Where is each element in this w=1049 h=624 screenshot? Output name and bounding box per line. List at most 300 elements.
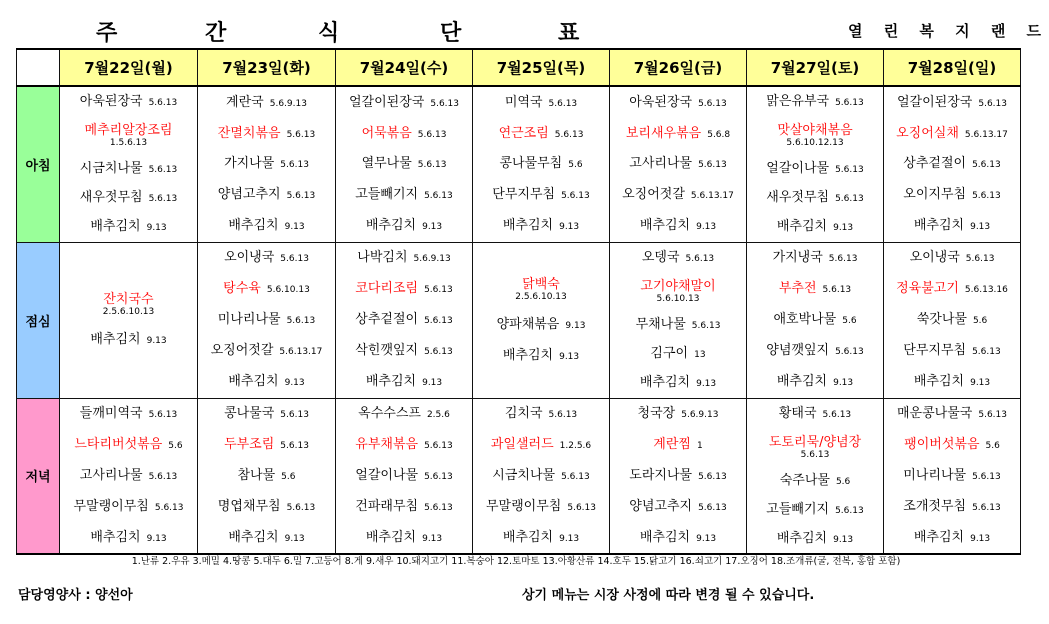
dish-name: 배추김치: [776, 219, 828, 234]
menu-item: [888, 467, 1016, 484]
dish-name: 배추김치: [639, 529, 691, 545]
menu-item: [614, 155, 742, 172]
allergen-codes: 5.6.13: [835, 346, 864, 357]
dish-name: 배추김치: [90, 332, 141, 347]
menu-item: [614, 217, 742, 234]
menu-item: [614, 345, 742, 362]
allergen-codes: 5.6: [168, 441, 183, 452]
menu-item-list: [198, 399, 335, 553]
allergen-codes: 5.6.13: [972, 346, 1001, 357]
dish-name: 배추김치: [639, 218, 691, 234]
menu-change-notice: 상기 메뉴는 시장 사정에 따라 변경 될 수 있습니다.: [522, 588, 815, 603]
allergen-codes: 9.13: [422, 533, 443, 544]
dish-name: 얼갈이나물: [766, 161, 830, 176]
menu-item: [64, 529, 193, 546]
dish-name: 나박김치: [357, 250, 408, 266]
allergen-codes: 9.13: [284, 222, 305, 233]
allergen-codes: 5.6.13: [685, 253, 715, 264]
allergen-codes: 5.6.13: [417, 160, 447, 171]
allergen-codes: 5.6.13: [424, 191, 453, 202]
dish-name: 오이지무침: [903, 187, 967, 203]
allergen-codes: 5.6.13: [567, 502, 596, 513]
menu-item: [888, 125, 1016, 142]
allergen-codes: 5.6.13: [691, 320, 721, 331]
meal-label: 점심: [17, 242, 60, 398]
menu-cell: [610, 242, 747, 398]
menu-item: [64, 160, 193, 177]
allergen-codes: 9.13: [696, 533, 717, 544]
dish-name: 양념고추지: [629, 498, 693, 514]
menu-item: [888, 280, 1016, 297]
dish-name: 오징어젓갈: [210, 342, 274, 358]
allergen-codes: 5.6.13: [280, 410, 309, 421]
menu-item: [64, 291, 193, 317]
menu-item: [614, 316, 742, 333]
menu-cell: [747, 86, 884, 242]
dish-name: 무말랭이무침: [73, 498, 149, 514]
title-char: 단: [440, 21, 462, 46]
dish-name: 배추김치: [365, 218, 417, 234]
menu-item: [340, 217, 468, 234]
dish-name: 단무지무침: [903, 342, 967, 358]
menu-item: [340, 342, 468, 359]
menu-item: [64, 189, 193, 206]
allergen-codes: 9.13: [696, 222, 717, 233]
dish-name: 얼갈이된장국: [349, 94, 425, 110]
dish-name: 오이냉국: [909, 250, 960, 266]
organization-name: 열 린 복 지 랜 드: [848, 22, 1049, 40]
menu-item: [340, 280, 468, 297]
dish-name: 얼갈이나물: [355, 467, 419, 483]
allergen-codes: 5.6.13: [430, 98, 459, 109]
menu-cell: [473, 86, 610, 242]
menu-item: [64, 467, 193, 484]
allergen-codes: 5.6.13: [424, 471, 453, 482]
dish-name: 미나리나물: [217, 311, 281, 327]
dish-name: 무말랭이무침: [486, 498, 562, 514]
title-char: 간: [205, 21, 227, 46]
dish-name: 배추김치: [90, 529, 141, 545]
dish-name: 참나물: [237, 467, 276, 483]
dish-name: 부추전: [778, 281, 817, 297]
dish-name: 아욱된장국: [629, 94, 693, 110]
meal-row: [17, 86, 1021, 242]
menu-item: [340, 436, 468, 453]
dish-name: 맛살야채볶음: [777, 123, 853, 138]
menu-item: [64, 218, 193, 235]
menu-item: [888, 249, 1016, 266]
menu-item: [751, 501, 879, 518]
dish-name: 미나리나물: [903, 467, 967, 483]
dish-name: 상추겉절이: [903, 156, 967, 172]
menu-item: [477, 276, 605, 302]
allergen-codes: 1.2.5.6: [559, 441, 592, 452]
dish-name: 오뎅국: [641, 249, 680, 265]
allergen-codes: 5.6.13: [424, 441, 453, 452]
menu-item: [751, 249, 879, 266]
menu-item: [340, 373, 468, 390]
menu-cell: [610, 86, 747, 242]
dish-name: 김구이: [650, 345, 689, 361]
allergen-codes: 9.13: [559, 351, 580, 362]
menu-item: [751, 218, 879, 235]
allergen-codes: 9.13: [970, 222, 991, 233]
menu-item: [614, 405, 742, 422]
allergen-codes: 5.6.13: [148, 471, 178, 482]
dish-name: 배추김치: [228, 529, 279, 545]
menu-item: [477, 316, 605, 333]
menu-item: [340, 125, 468, 142]
menu-item: [888, 94, 1016, 111]
allergen-codes: 5.6.13: [978, 98, 1007, 109]
meal-label: 아침: [17, 86, 60, 242]
day-header: 7월27일(토): [747, 49, 884, 86]
dish-name: 느타리버섯볶음: [74, 437, 163, 453]
allergen-codes: 5.6.13: [835, 505, 864, 516]
menu-item: [888, 186, 1016, 203]
allergen-codes: 5.6.10.13: [266, 285, 310, 296]
allergen-codes: 5.6.13: [561, 191, 590, 202]
dish-name: 메추리알장조림: [84, 123, 173, 138]
day-header: 7월24일(수): [336, 49, 473, 86]
allergen-codes: 5.6.13: [698, 160, 727, 171]
dish-name: 배추김치: [365, 373, 417, 389]
menu-item: [751, 472, 879, 489]
allergen-codes: 5.6: [281, 471, 296, 482]
dish-name: 양파채볶음: [496, 316, 560, 332]
menu-item: [202, 280, 331, 297]
dish-name: 매운콩나물국: [897, 406, 973, 422]
dish-name: 쑥갓나물: [916, 311, 967, 327]
dish-name: 양념고추지: [217, 187, 281, 203]
dish-name: 연근조림: [498, 125, 549, 141]
menu-cell: [473, 398, 610, 554]
allergen-codes: 9.13: [146, 336, 167, 346]
meal-row: [17, 398, 1021, 554]
allergen-codes: 5.6.13: [280, 441, 309, 452]
allergen-codes: 5.6.13: [835, 194, 864, 204]
allergen-codes: 5.6.13: [561, 471, 590, 482]
dish-name: 열무나물: [361, 156, 412, 172]
menu-item: [477, 405, 605, 422]
allergen-codes: 5.6: [835, 476, 851, 487]
dish-name: 코다리조림: [355, 281, 419, 297]
menu-item: [614, 436, 742, 453]
allergen-codes: 5.6.13: [822, 409, 852, 420]
menu-item: [751, 373, 879, 390]
dish-name: 무채나물: [635, 316, 686, 332]
menu-cell: [473, 242, 610, 398]
menu-item: [614, 125, 742, 142]
allergen-codes: 5.6.13: [148, 410, 178, 421]
menu-item: [888, 155, 1016, 172]
menu-item: [614, 467, 742, 484]
dish-name: 잔멸치볶음: [217, 125, 281, 141]
dish-name: 건파래무침: [355, 498, 419, 514]
menu-item: [340, 311, 468, 328]
day-header-row: [17, 49, 1021, 86]
allergen-codes: 5.6.8: [707, 129, 731, 140]
meal-label: 저녁: [17, 398, 60, 554]
allergen-codes: 5.6.13: [148, 165, 178, 175]
allergen-codes: 5.6.13: [286, 502, 316, 513]
allergen-codes: 5.6.9.13: [413, 254, 451, 265]
menu-item: [64, 498, 193, 515]
menu-item-list: [198, 87, 335, 241]
menu-item: [751, 311, 879, 328]
allergen-codes: 9.13: [970, 533, 991, 544]
dish-name: 배추김치: [639, 374, 691, 390]
dish-name: 어묵볶음: [361, 125, 412, 141]
dish-name: 도토리묵/양념장: [768, 434, 862, 450]
menu-item: [202, 405, 331, 422]
dish-name: 탕수육: [223, 281, 261, 297]
menu-cell: [884, 242, 1021, 398]
allergen-codes: 5.6.13: [548, 98, 578, 109]
dish-name: 새우젓무침: [766, 190, 830, 205]
menu-item: [614, 278, 742, 304]
dish-name: 배추김치: [228, 218, 279, 234]
allergen-codes: 1.5.6.13: [109, 138, 148, 148]
allergen-codes: 5.6.13: [424, 346, 453, 357]
menu-item: [64, 122, 193, 148]
dish-name: 청국장: [637, 406, 676, 422]
allergen-codes: 5.6.13: [280, 254, 309, 265]
allergen-codes: 9.13: [833, 223, 854, 233]
dish-name: 가지냉국: [772, 250, 823, 266]
menu-item: [751, 434, 879, 460]
dish-name: 두부조림: [224, 437, 275, 453]
menu-item: [202, 249, 331, 266]
page-title: [0, 16, 760, 46]
allergen-codes: 2.5.6: [426, 410, 450, 421]
menu-cell: [60, 86, 198, 242]
menu-item: [202, 217, 331, 234]
menu-item: [202, 155, 331, 172]
menu-item: [202, 342, 331, 359]
menu-item: [888, 405, 1016, 422]
dish-name: 양념깻잎지: [766, 342, 830, 358]
dish-name: 새우젓무침: [79, 190, 143, 205]
menu-item: [477, 125, 605, 142]
menu-item-list: [747, 399, 883, 553]
menu-item: [64, 331, 193, 348]
menu-item: [751, 280, 879, 297]
corner-cell: [17, 49, 60, 86]
allergen-codes: 9.13: [696, 378, 717, 389]
allergen-codes: 5.6.13.17: [279, 346, 323, 357]
menu-cell: [198, 398, 336, 554]
dish-name: 배추김치: [502, 529, 554, 545]
menu-item: [751, 189, 879, 206]
menu-item: [202, 436, 331, 453]
dish-name: 맑은유부국: [766, 94, 830, 109]
allergen-codes: 5.6.13: [280, 160, 309, 171]
allergen-codes: 9.13: [559, 222, 580, 233]
menu-item: [477, 94, 605, 111]
dish-name: 배추김치: [776, 530, 828, 546]
dish-name: 콩나물국: [224, 406, 275, 422]
allergen-codes: 5.6.13: [554, 129, 584, 140]
menu-item: [751, 342, 879, 359]
allergen-codes: 1: [696, 441, 703, 452]
menu-item: [64, 405, 193, 422]
dish-name: 삭힌깻잎지: [355, 342, 419, 358]
menu-item: [202, 373, 331, 390]
day-header: 7월25일(목): [473, 49, 610, 86]
dish-name: 정육불고기: [896, 281, 959, 297]
menu-item: [614, 374, 742, 391]
dish-name: 콩나물무침: [499, 156, 563, 172]
menu-item: [888, 436, 1016, 453]
day-header: 7월22일(월): [60, 49, 198, 86]
allergen-codes: 9.13: [284, 533, 305, 544]
menu-item-list: [747, 87, 883, 241]
allergen-codes: 5.6.13.16: [964, 285, 1008, 296]
menu-item: [202, 94, 331, 111]
dish-name: 계란국: [226, 94, 264, 110]
menu-item: [64, 93, 193, 110]
menu-item-list: [198, 243, 335, 397]
menu-item-list: [473, 399, 609, 553]
allergen-codes: 5.6.13: [965, 254, 995, 265]
menu-item: [477, 498, 605, 515]
allergen-codes: 5.6.13: [972, 471, 1001, 482]
menu-item: [202, 498, 331, 515]
menu-item-list: [60, 399, 197, 553]
menu-item: [202, 125, 331, 142]
dish-name: 고사리나물: [79, 467, 143, 483]
dish-name: 보리새우볶음: [625, 125, 702, 141]
allergen-codes: 5.6.13: [148, 98, 178, 108]
allergen-codes: 9.13: [284, 377, 305, 388]
dish-name: 들깨미역국: [79, 406, 143, 422]
dish-name: 고사리나물: [629, 156, 693, 172]
dish-name: 배추김치: [90, 219, 141, 234]
dish-name: 배추김치: [913, 529, 965, 545]
menu-item-list: [60, 87, 197, 241]
dish-name: 배추김치: [365, 529, 417, 545]
day-header: 7월26일(금): [610, 49, 747, 86]
menu-item: [614, 529, 742, 546]
menu-item-list: [610, 87, 746, 241]
menu-item: [340, 467, 468, 484]
menu-item: [751, 160, 879, 177]
allergen-codes: 9.13: [833, 534, 854, 545]
allergen-codes: 9.13: [559, 533, 580, 544]
menu-cell: [747, 242, 884, 398]
menu-item-list: [610, 243, 746, 397]
dish-name: 명엽채무침: [217, 498, 281, 514]
allergen-codes: 5.6: [985, 441, 1000, 452]
dish-name: 과일샐러드: [490, 437, 554, 453]
dish-name: 아욱된장국: [79, 94, 143, 109]
day-header: 7월23일(화): [198, 49, 336, 86]
allergen-codes: 5.6.9.13: [681, 410, 719, 421]
menu-item: [751, 530, 879, 547]
menu-cell: [884, 86, 1021, 242]
menu-item: [477, 155, 605, 172]
menu-item-list: [747, 243, 883, 397]
menu-cell: [60, 398, 198, 554]
dish-name: 오징어젓갈: [622, 187, 685, 203]
allergen-codes: 13: [694, 349, 706, 360]
menu-item: [614, 94, 742, 111]
allergen-codes: 5.6.13: [698, 98, 727, 109]
menu-item-list: [336, 243, 472, 397]
allergen-codes: 9.13: [422, 222, 443, 233]
allergen-codes: 5.6.13.17: [690, 191, 734, 202]
title-char: 주: [96, 21, 118, 46]
allergen-codes: 5.6.13: [698, 502, 727, 513]
menu-item-list: [610, 399, 746, 553]
menu-item: [888, 373, 1016, 390]
dish-name: 잔치국수: [103, 292, 154, 307]
title-char: 표: [558, 21, 580, 46]
weekly-menu-table: [16, 48, 1021, 555]
dish-name: 시금치나물: [79, 161, 143, 176]
menu-item: [614, 249, 742, 266]
dish-name: 고들빼기지: [766, 501, 830, 517]
dish-name: 배추김치: [228, 373, 279, 389]
dish-name: 배추김치: [913, 218, 965, 234]
menu-item: [477, 529, 605, 546]
allergen-codes: 5.6.13: [424, 502, 453, 513]
menu-cell: [884, 398, 1021, 554]
dish-name: 황태국: [778, 405, 817, 421]
allergen-codes: 5.6.13: [835, 165, 864, 175]
menu-item: [340, 94, 468, 111]
allergen-codes: 5.6.13: [698, 471, 727, 482]
menu-item: [477, 436, 605, 453]
dish-name: 팽이버섯볶음: [904, 437, 980, 453]
allergen-codes: 5.6.13: [286, 191, 316, 202]
allergen-codes: 5.6.13: [548, 410, 578, 421]
dish-name: 배추김치: [502, 218, 554, 234]
menu-item: [477, 347, 605, 364]
menu-item: [888, 498, 1016, 515]
dish-name: 옥수수스프: [358, 406, 421, 422]
menu-cell: [747, 398, 884, 554]
allergen-codes: 9.13: [146, 533, 167, 544]
menu-item: [340, 249, 468, 266]
allergen-codes: 2.5.6.10.13: [102, 307, 155, 317]
allergen-codes: 5.6.13: [972, 191, 1001, 202]
allergen-codes: 2.5.6.10.13: [515, 291, 567, 302]
dish-name: 배추김치: [913, 373, 965, 389]
menu-item: [888, 342, 1016, 359]
allergen-codes: 5.6.13: [828, 254, 858, 265]
allergen-codes: 9.13: [970, 377, 991, 388]
menu-cell: [336, 398, 473, 554]
dish-name: 오징어실채: [896, 125, 959, 141]
menu-item-list: [884, 87, 1020, 241]
menu-item: [477, 467, 605, 484]
allergy-legend: 1.난류 2.우유 3.메밀 4.땅콩 5.대두 6.밀 7.고등어 8.게 9.새우 10.돼지고기 11.복숭아 12.토마토 13.아황산류 14.호두 15.닭고기 16.쇠고기 17.오징어 18.조개류(굴, 전복, 홍합 포함): [131, 556, 901, 567]
allergen-codes: 5.6.13: [978, 410, 1007, 421]
allergen-codes: 5.6: [842, 315, 857, 326]
allergen-codes: 5.6.13: [972, 160, 1001, 171]
menu-item: [202, 186, 331, 203]
dish-name: 유부채볶음: [355, 437, 419, 453]
allergen-codes: 5.6.9.13: [269, 98, 307, 109]
allergen-codes: 5.6.13: [154, 502, 184, 513]
menu-item: [64, 436, 193, 453]
allergen-codes: 5.6.13: [148, 194, 178, 204]
dish-name: 애호박나물: [773, 311, 837, 327]
dish-name: 고기야채말이: [640, 278, 716, 294]
dietitian-name: 담당영양사 : 양선아: [18, 588, 133, 603]
